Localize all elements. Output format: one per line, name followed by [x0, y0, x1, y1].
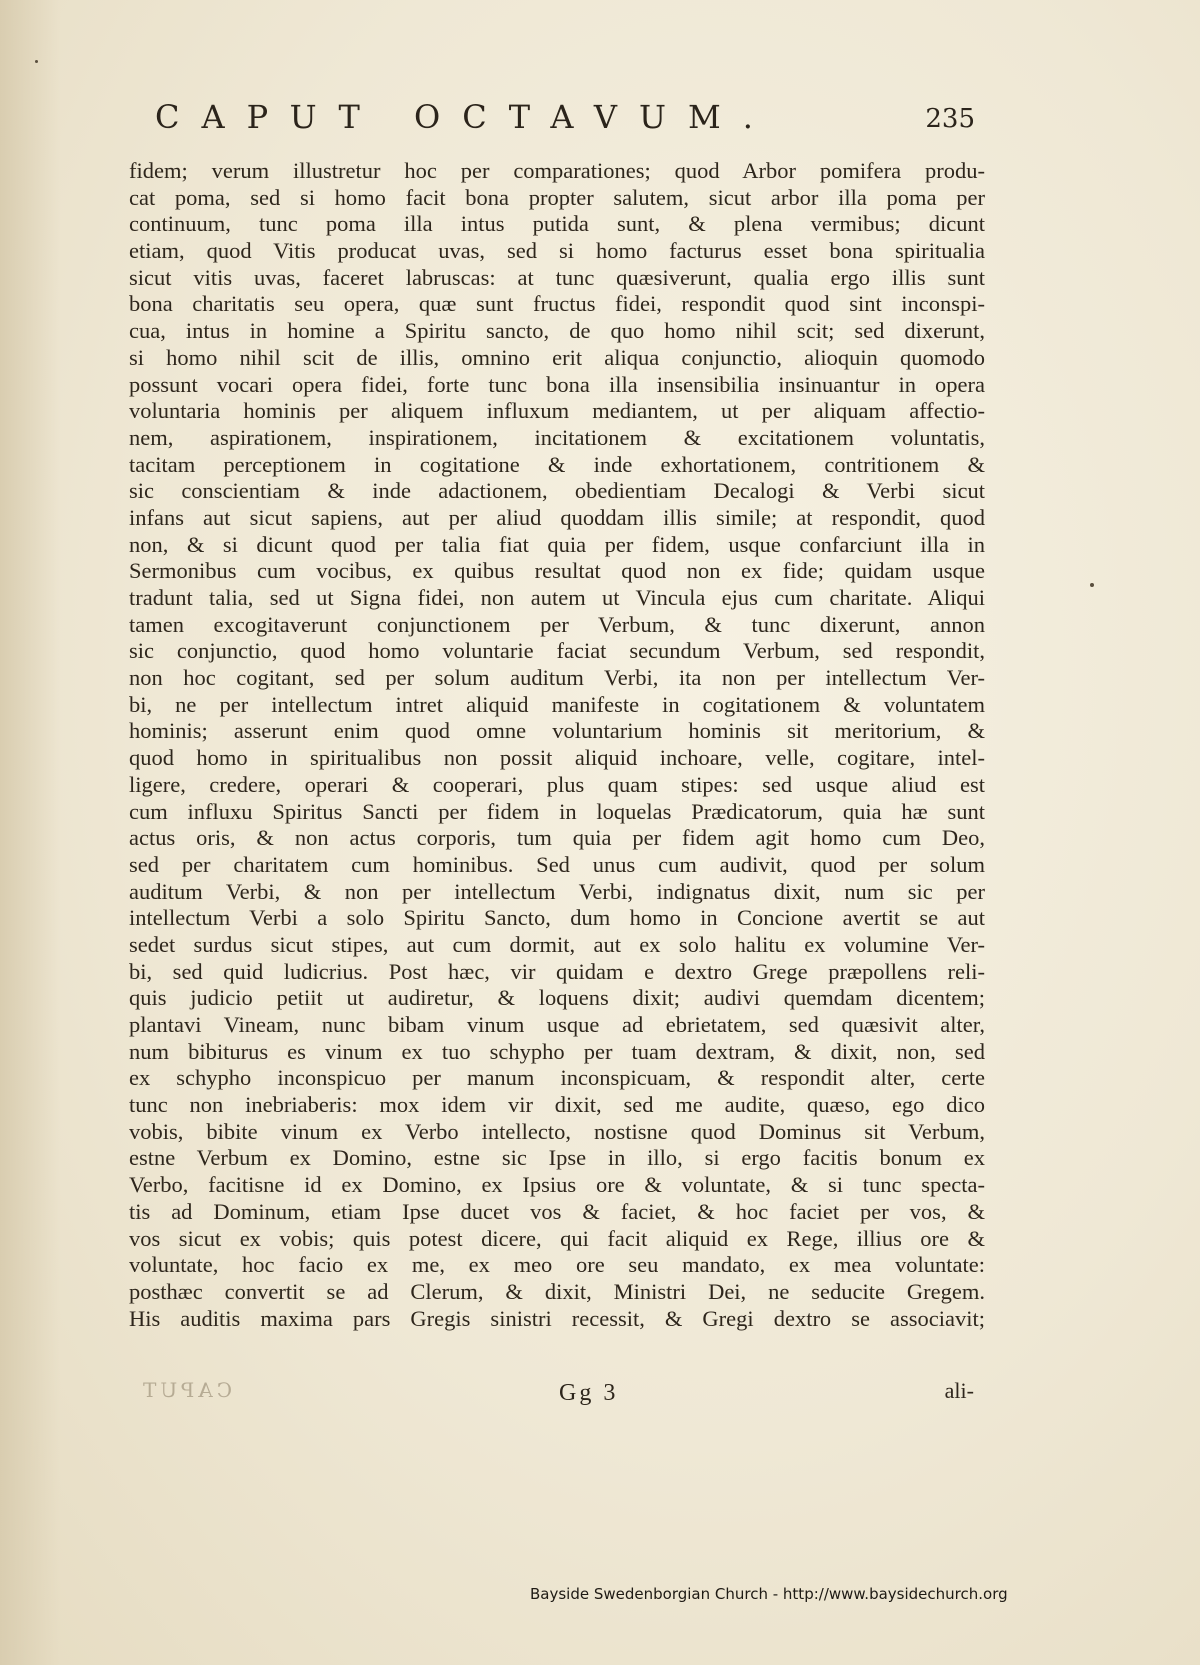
- text-line: non hoc cogitant, sed per solum auditum Verbi, ita non per intellectum Ver-: [129, 665, 985, 691]
- text-line: tacitam perceptionem in cogitatione & inde exhortationem, contritionem &: [129, 451, 985, 477]
- text-line: voluntate, hoc facio ex me, ex meo ore seu mandato, ex mea voluntate:: [129, 1252, 985, 1278]
- text-line: bona charitatis seu opera, quæ sunt fructus fidei, respondit quod sint inconspi-: [129, 291, 985, 317]
- text-line: sed per charitatem cum hominibus. Sed unus cum audivit, quod per solum: [129, 851, 985, 877]
- body-text: [129, 158, 985, 1332]
- text-line: cua, intus in homine a Spiritu sancto, de quo homo nihil scit; sed dixerunt,: [129, 318, 985, 344]
- text-line: actus oris, & non actus corporis, tum quia per fidem agit homo cum Deo,: [129, 825, 985, 851]
- text-line: sicut vitis uvas, faceret labruscas: at tunc quæsiverunt, qualia ergo illis sunt: [129, 264, 985, 290]
- running-head: CAPUT OCTAVUM.: [155, 98, 775, 136]
- text-line: bi, sed quid ludicrius. Post hæc, vir quidam e dextro Grege præpollens reli-: [129, 958, 985, 984]
- text-line: etiam, quod Vitis producat uvas, sed si homo facturus esset bona spiritualia: [129, 238, 985, 264]
- text-line: voluntaria hominis per aliquem influxum mediantem, ut per aliquam affectio-: [129, 398, 985, 424]
- text-line: nem, aspirationem, inspirationem, incitationem & excitationem voluntatis,: [129, 424, 985, 450]
- signature-mark: Gg 3: [559, 1380, 619, 1406]
- text-line: infans aut sicut sapiens, aut per aliud quoddam illis simile; at respondit, quod: [129, 504, 985, 530]
- text-line: sedet surdus sicut stipes, aut cum dormit, aut ex solo halitu ex volumine Ver-: [129, 931, 985, 957]
- text-line: auditum Verbi, & non per intellectum Verbi, indignatus dixit, num sic per: [129, 878, 985, 904]
- gutter-shadow: [0, 0, 60, 1665]
- text-line: possunt vocari opera fidei, forte tunc bona illa insensibilia insinuantur in opera: [129, 371, 985, 397]
- text-line: vobis, bibite vinum ex Verbo intellecto, nostisne quod Dominus sit Verbum,: [129, 1118, 985, 1144]
- text-line: estne Verbum ex Domino, estne sic Ipse in illo, si ergo facitis bonum ex: [129, 1145, 985, 1171]
- text-line: vos sicut ex vobis; quis potest dicere, qui facit aliquid ex Rege, illius ore &: [129, 1225, 985, 1251]
- text-line: quod homo in spiritualibus non possit aliquid inchoare, velle, cogitare, intel-: [129, 745, 985, 771]
- page-header: [155, 98, 975, 148]
- watermark-credit: Bayside Swedenborgian Church - http://www.baysidechurch.org: [530, 1585, 1008, 1603]
- text-line: intellectum Verbi a solo Spiritu Sancto, dum homo in Concione avertit se aut: [129, 905, 985, 931]
- text-line: posthæc convertit se ad Clerum, & dixit, Ministri Dei, ne seducite Gregem.: [129, 1278, 985, 1304]
- text-line: continuum, tunc poma illa intus putida sunt, & plena vermibus; dicunt: [129, 211, 985, 237]
- text-line: fidem; verum illustretur hoc per comparationes; quod Arbor pomifera produ-: [129, 158, 985, 183]
- catchword: ali-: [944, 1378, 974, 1403]
- text-line: num bibiturus es vinum ex tuo schypho per tuam dextram, & dixit, non, sed: [129, 1038, 985, 1064]
- text-line: ligere, credere, operari & cooperari, plus quam stipes: sed usque aliud est: [129, 771, 985, 797]
- text-line: His auditis maxima pars Gregis sinistri recessit, & Gregi dextro se associavit;: [129, 1305, 985, 1331]
- text-line: ex schypho inconspicuo per manum inconspicuam, & respondit alter, certe: [129, 1065, 985, 1091]
- text-line: Verbo, facitisne id ex Domino, ex Ipsius ore & voluntate, & si tunc specta-: [129, 1172, 985, 1198]
- text-line: tradunt talia, sed ut Signa fidei, non autem ut Vincula ejus cum charitate. Aliqui: [129, 585, 985, 610]
- text-line: non, & si dicunt quod per talia fiat quia per fidem, usque confarciunt illa in: [129, 531, 985, 557]
- page-footer: [129, 1378, 974, 1412]
- text-line: sic conscientiam & inde adactionem, obedientiam Decalogi & Verbi sicut: [129, 478, 985, 504]
- text-line: bi, ne per intellectum intret aliquid manifeste in cogitationem & voluntatem: [129, 691, 985, 717]
- text-line: tamen excogitaverunt conjunctionem per Verbum, & tunc dixerunt, annon: [129, 611, 985, 637]
- text-line: cum influxu Spiritus Sancti per fidem in loquelas Prædicatorum, quia hæ sunt: [129, 798, 985, 824]
- text-line: hominis; asserunt enim quod omne voluntarium hominis sit meritorium, &: [129, 718, 985, 744]
- paper-speck: [1090, 583, 1094, 587]
- text-line: plantavi Vineam, nunc bibam vinum usque ad ebrietatem, sed quæsivit alter,: [129, 1012, 985, 1037]
- text-line: si homo nihil scit de illis, omnino erit aliqua conjunctio, alioquin quomodo: [129, 344, 985, 370]
- text-line: quis judicio petiit ut audiretur, & loquens dixit; audivi quemdam dicentem;: [129, 985, 985, 1011]
- show-through-text: CAPUT: [139, 1378, 233, 1402]
- page-number: 235: [925, 104, 975, 134]
- text-line: cat poma, sed si homo facit bona propter salutem, sicut arbor illa poma per: [129, 184, 985, 210]
- text-line: sic conjunctio, quod homo voluntarie faciat secundum Verbum, sed respondit,: [129, 638, 985, 664]
- text-line: tis ad Dominum, etiam Ipse ducet vos & faciet, & hoc faciet per vos, &: [129, 1198, 985, 1224]
- paper-speck: [35, 60, 38, 63]
- text-line: tunc non inebriaberis: mox idem vir dixit, sed me audite, quæso, ego dico: [129, 1092, 985, 1118]
- text-line: Sermonibus cum vocibus, ex quibus resultat quod non ex fide; quidam usque: [129, 558, 985, 584]
